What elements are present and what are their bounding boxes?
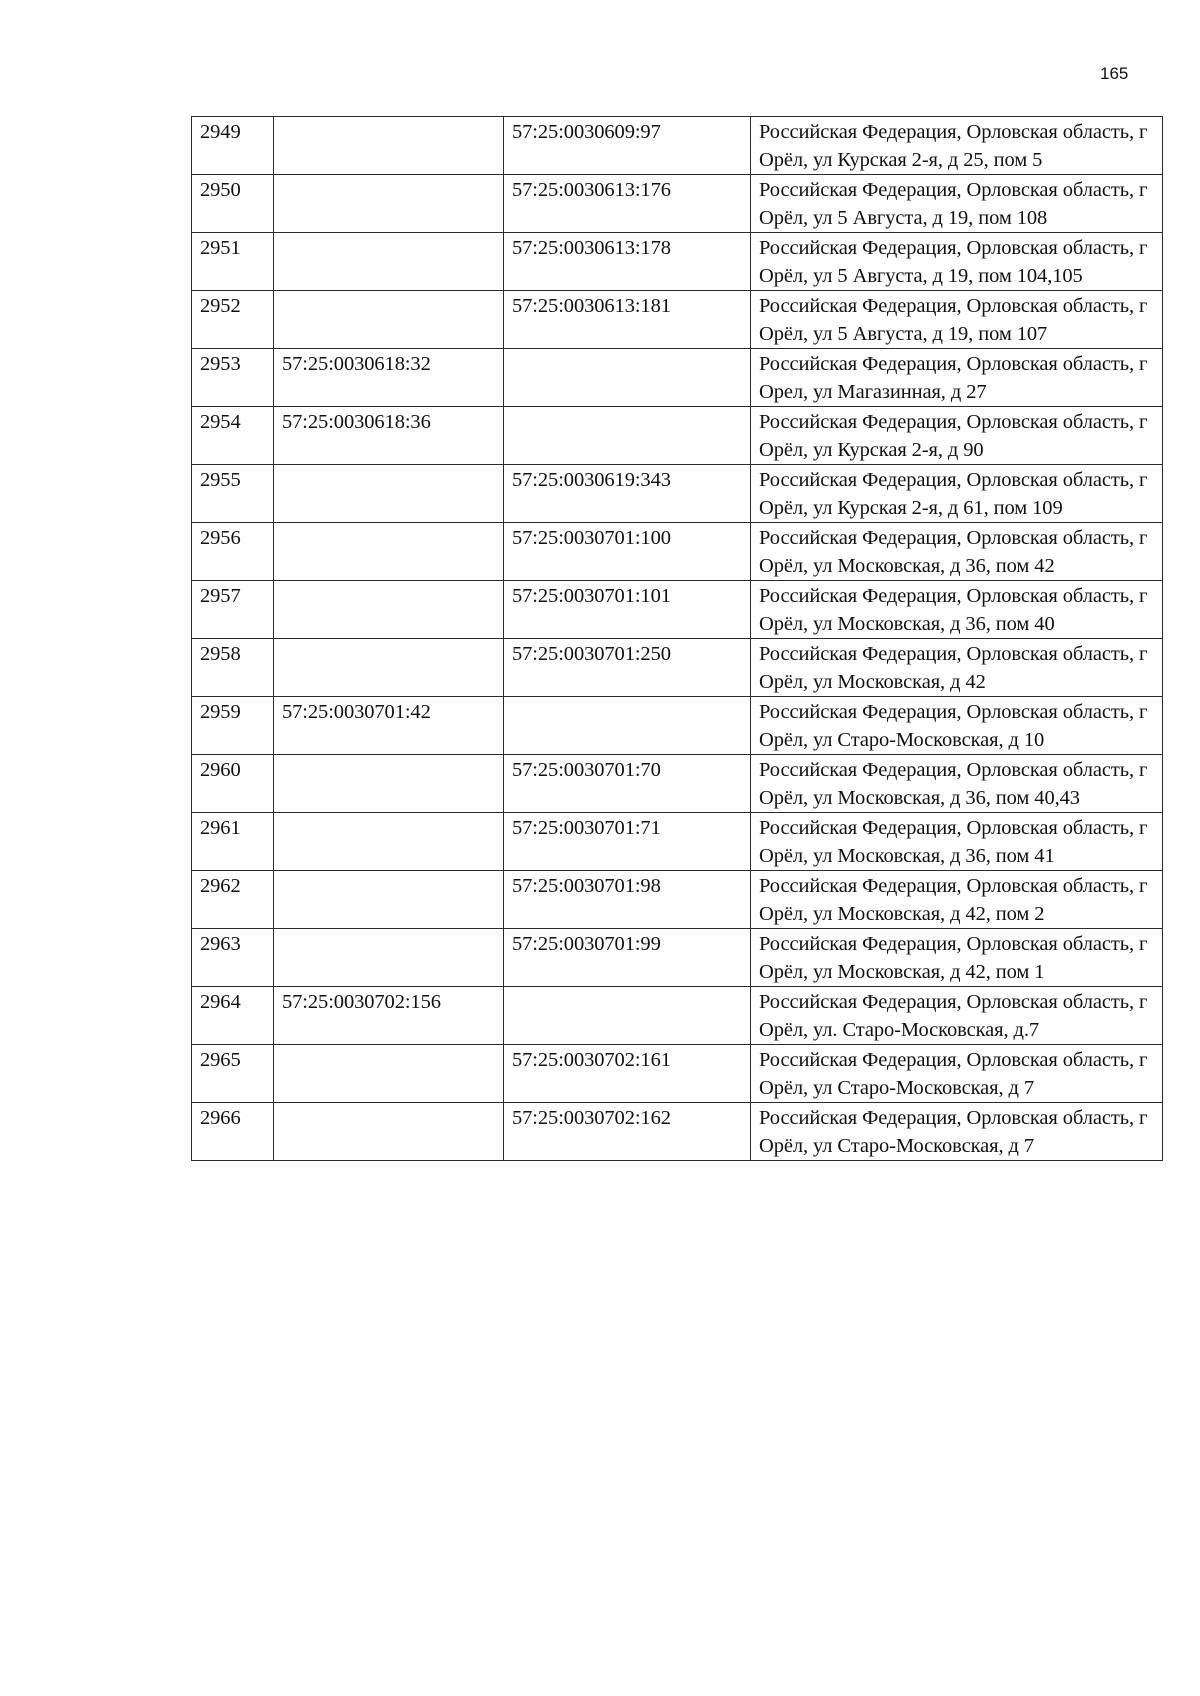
land-cadastral-number-cell — [274, 755, 504, 813]
address-cell: Российская Федерация, Орловская область, г Орёл, ул Курская 2-я, д 25, пом 5 — [751, 117, 1163, 175]
land-cadastral-number-cell — [274, 639, 504, 697]
row-number-cell: 2953 — [192, 349, 274, 407]
premises-cadastral-number-cell: 57:25:0030609:97 — [504, 117, 751, 175]
premises-cadastral-number-cell — [504, 349, 751, 407]
address-cell: Российская Федерация, Орловская область, г Орёл, ул 5 Августа, д 19, пом 108 — [751, 175, 1163, 233]
address-cell: Российская Федерация, Орловская область, г Орёл, ул Московская, д 42 — [751, 639, 1163, 697]
registry-table-body — [192, 117, 1163, 1161]
table-row — [192, 233, 1163, 291]
land-cadastral-number-cell — [274, 1045, 504, 1103]
land-cadastral-number-cell: 57:25:0030618:36 — [274, 407, 504, 465]
premises-cadastral-number-cell — [504, 407, 751, 465]
table-row — [192, 871, 1163, 929]
land-cadastral-number-cell — [274, 1103, 504, 1161]
address-cell: Российская Федерация, Орловская область, г Орёл, ул Московская, д 36, пом 41 — [751, 813, 1163, 871]
premises-cadastral-number-cell — [504, 987, 751, 1045]
row-number-cell: 2958 — [192, 639, 274, 697]
table-row — [192, 1045, 1163, 1103]
table-row — [192, 175, 1163, 233]
row-number-cell: 2951 — [192, 233, 274, 291]
premises-cadastral-number-cell: 57:25:0030701:99 — [504, 929, 751, 987]
address-cell: Российская Федерация, Орловская область, г Орёл, ул 5 Августа, д 19, пом 104,105 — [751, 233, 1163, 291]
address-cell: Российская Федерация, Орловская область, г Орёл, ул Московская, д 42, пом 1 — [751, 929, 1163, 987]
table-row — [192, 349, 1163, 407]
land-cadastral-number-cell: 57:25:0030701:42 — [274, 697, 504, 755]
premises-cadastral-number-cell: 57:25:0030701:101 — [504, 581, 751, 639]
row-number-cell: 2963 — [192, 929, 274, 987]
land-cadastral-number-cell — [274, 929, 504, 987]
land-cadastral-number-cell: 57:25:0030618:32 — [274, 349, 504, 407]
premises-cadastral-number-cell: 57:25:0030613:181 — [504, 291, 751, 349]
address-cell: Российская Федерация, Орловская область, г Орёл, ул. Старо-Московская, д.7 — [751, 987, 1163, 1045]
premises-cadastral-number-cell: 57:25:0030619:343 — [504, 465, 751, 523]
row-number-cell: 2966 — [192, 1103, 274, 1161]
row-number-cell: 2956 — [192, 523, 274, 581]
registry-table — [191, 116, 1163, 1161]
row-number-cell: 2955 — [192, 465, 274, 523]
table-row — [192, 465, 1163, 523]
table-row — [192, 987, 1163, 1045]
row-number-cell: 2959 — [192, 697, 274, 755]
address-cell: Российская Федерация, Орловская область, г Орел, ул Магазинная, д 27 — [751, 349, 1163, 407]
premises-cadastral-number-cell: 57:25:0030701:98 — [504, 871, 751, 929]
land-cadastral-number-cell — [274, 465, 504, 523]
table-row — [192, 639, 1163, 697]
address-cell: Российская Федерация, Орловская область, г Орёл, ул Московская, д 36, пом 40,43 — [751, 755, 1163, 813]
address-cell: Российская Федерация, Орловская область, г Орёл, ул Московская, д 42, пом 2 — [751, 871, 1163, 929]
row-number-cell: 2960 — [192, 755, 274, 813]
table-row — [192, 407, 1163, 465]
address-cell: Российская Федерация, Орловская область, г Орёл, ул Курская 2-я, д 61, пом 109 — [751, 465, 1163, 523]
land-cadastral-number-cell — [274, 523, 504, 581]
premises-cadastral-number-cell: 57:25:0030701:100 — [504, 523, 751, 581]
row-number-cell: 2961 — [192, 813, 274, 871]
row-number-cell: 2949 — [192, 117, 274, 175]
table-row — [192, 117, 1163, 175]
address-cell: Российская Федерация, Орловская область, г Орёл, ул Московская, д 36, пом 40 — [751, 581, 1163, 639]
table-row — [192, 291, 1163, 349]
premises-cadastral-number-cell: 57:25:0030701:70 — [504, 755, 751, 813]
row-number-cell: 2950 — [192, 175, 274, 233]
land-cadastral-number-cell — [274, 175, 504, 233]
address-cell: Российская Федерация, Орловская область, г Орёл, ул Курская 2-я, д 90 — [751, 407, 1163, 465]
row-number-cell: 2952 — [192, 291, 274, 349]
address-cell: Российская Федерация, Орловская область, г Орёл, ул Московская, д 36, пом 42 — [751, 523, 1163, 581]
land-cadastral-number-cell: 57:25:0030702:156 — [274, 987, 504, 1045]
table-row — [192, 1103, 1163, 1161]
row-number-cell: 2962 — [192, 871, 274, 929]
table-row — [192, 523, 1163, 581]
address-cell: Российская Федерация, Орловская область, г Орёл, ул Старо-Московская, д 7 — [751, 1045, 1163, 1103]
premises-cadastral-number-cell: 57:25:0030702:162 — [504, 1103, 751, 1161]
table-row — [192, 929, 1163, 987]
premises-cadastral-number-cell: 57:25:0030613:176 — [504, 175, 751, 233]
table-row — [192, 697, 1163, 755]
premises-cadastral-number-cell — [504, 697, 751, 755]
table-row — [192, 813, 1163, 871]
row-number-cell: 2964 — [192, 987, 274, 1045]
row-number-cell: 2957 — [192, 581, 274, 639]
premises-cadastral-number-cell: 57:25:0030702:161 — [504, 1045, 751, 1103]
land-cadastral-number-cell — [274, 291, 504, 349]
page-number: 165 — [1100, 64, 1129, 83]
premises-cadastral-number-cell: 57:25:0030701:250 — [504, 639, 751, 697]
row-number-cell: 2954 — [192, 407, 274, 465]
table-row — [192, 581, 1163, 639]
land-cadastral-number-cell — [274, 813, 504, 871]
address-cell: Российская Федерация, Орловская область, г Орёл, ул Старо-Московская, д 7 — [751, 1103, 1163, 1161]
address-cell: Российская Федерация, Орловская область, г Орёл, ул 5 Августа, д 19, пом 107 — [751, 291, 1163, 349]
address-cell: Российская Федерация, Орловская область, г Орёл, ул Старо-Московская, д 10 — [751, 697, 1163, 755]
land-cadastral-number-cell — [274, 871, 504, 929]
land-cadastral-number-cell — [274, 233, 504, 291]
premises-cadastral-number-cell: 57:25:0030701:71 — [504, 813, 751, 871]
table-row — [192, 755, 1163, 813]
premises-cadastral-number-cell: 57:25:0030613:178 — [504, 233, 751, 291]
land-cadastral-number-cell — [274, 581, 504, 639]
row-number-cell: 2965 — [192, 1045, 274, 1103]
land-cadastral-number-cell — [274, 117, 504, 175]
